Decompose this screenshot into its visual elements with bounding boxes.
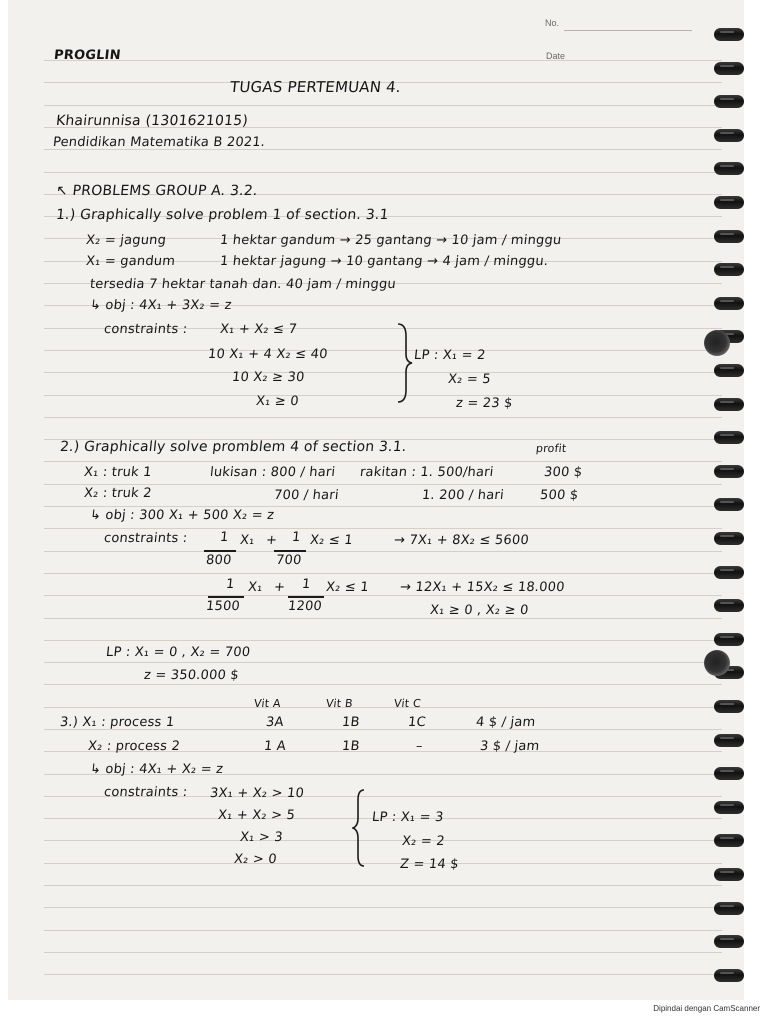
problem3-constraint-4: X₂ > 0 xyxy=(233,852,278,867)
problem3-constraints-label: constraints : xyxy=(103,785,189,800)
problem2-frac1-den: 800 xyxy=(205,553,233,568)
ruled-line xyxy=(44,395,722,396)
problem1-lp-z: z = 23 $ xyxy=(455,396,514,411)
problem1-constraints-label: constraints : xyxy=(103,322,189,337)
problem1-title: 1.) Graphically solve problem 1 of section. 3.1 xyxy=(55,207,390,223)
ruled-line xyxy=(44,840,722,841)
problem2-lukisan-1: lukisan : 800 / hari xyxy=(209,465,337,480)
problem3-row2-vit-a: 1 A xyxy=(263,739,287,754)
ruled-line xyxy=(44,907,722,908)
problem3-row2-vit-b: 1B xyxy=(341,739,361,754)
page-title: TUGAS PERTEMUAN 4. xyxy=(229,78,402,96)
problem2-rakitan-1: rakitan : 1. 500/hari xyxy=(359,465,495,480)
problem3-lp-x1: LP : X₁ = 3 xyxy=(371,810,445,825)
problem1-constraint-4: X₁ ≥ 0 xyxy=(255,394,300,409)
ruled-line xyxy=(44,172,722,173)
ruled-line xyxy=(44,595,722,596)
problem2-frac3-num: 1 xyxy=(225,577,236,592)
problem2-row2-result: → 12X₁ + 15X₂ ≤ 18.000 xyxy=(399,580,566,595)
ruled-line xyxy=(44,707,722,708)
problem2-frac1-bar xyxy=(204,550,236,552)
spiral-ring xyxy=(714,297,744,310)
ruled-line xyxy=(44,974,722,975)
spiral-ring xyxy=(714,465,744,478)
problem3-vit-b-header: Vit B xyxy=(325,697,354,710)
problem2-frac4-var: X₂ ≤ 1 xyxy=(325,580,370,595)
section-heading: ↖ PROBLEMS GROUP A. 3.2. xyxy=(55,183,259,199)
ruled-line xyxy=(44,484,722,485)
problem2-title: 2.) Graphically solve promblem 4 of section 3.1. xyxy=(59,439,408,455)
binding-hole xyxy=(704,330,730,356)
spiral-ring xyxy=(714,969,744,982)
problem1-desc-2: 1 hektar jagung → 10 gantang → 4 jam / minggu. xyxy=(219,254,549,269)
problem3-vit-c-header: Vit C xyxy=(393,697,422,710)
problem2-plus-2: + xyxy=(273,580,286,595)
spiral-ring xyxy=(714,801,744,814)
problem2-objective: ↳ obj : 300 X₁ + 500 X₂ = z xyxy=(89,508,275,523)
ruled-line xyxy=(44,105,722,106)
ruled-line xyxy=(44,528,722,529)
spiral-ring xyxy=(714,700,744,713)
spiral-ring xyxy=(714,129,744,142)
problem2-frac2-den: 700 xyxy=(275,553,303,568)
problem3-row2-vit-c: – xyxy=(415,739,424,754)
problem1-lp-x2: X₂ = 5 xyxy=(447,372,492,387)
problem2-frac2-var: X₂ ≤ 1 xyxy=(309,533,354,548)
spiral-ring xyxy=(714,599,744,612)
problem2-frac4-bar xyxy=(288,596,324,598)
problem1-lp-x1: LP : X₁ = 2 xyxy=(413,348,487,363)
spiral-ring xyxy=(714,28,744,41)
problem3-lp-x2: X₂ = 2 xyxy=(401,834,446,849)
problem1-desc-3: tersedia 7 hektar tanah dan. 40 jam / minggu xyxy=(89,277,397,292)
problem3-row1-vit-c: 1C xyxy=(407,715,427,730)
problem2-row1-result: → 7X₁ + 8X₂ ≤ 5600 xyxy=(393,533,530,548)
spiral-ring xyxy=(714,162,744,175)
scanner-watermark: Dipindai dengan CamScanner xyxy=(653,1004,760,1013)
problem2-frac3-den: 1500 xyxy=(205,599,241,614)
spiral-ring xyxy=(714,196,744,209)
ruled-line xyxy=(44,885,722,886)
spiral-ring xyxy=(714,902,744,915)
student-program: Pendidikan Matematika B 2021. xyxy=(52,135,266,150)
problem1-objective: ↳ obj : 4X₁ + 3X₂ = z xyxy=(89,298,233,313)
no-label: No. xyxy=(545,18,560,28)
problem2-x1-label: X₁ : truk 1 xyxy=(83,465,153,480)
problem1-constraint-2: 10 X₁ + 4 X₂ ≤ 40 xyxy=(207,347,329,362)
ruled-line xyxy=(44,684,722,685)
problem3-objective: ↳ obj : 4X₁ + X₂ = z xyxy=(89,762,224,777)
problem1-desc-1: 1 hektar gandum → 25 gantang → 10 jam / minggu xyxy=(219,233,563,248)
ruled-line xyxy=(44,372,722,373)
spiral-ring xyxy=(714,398,744,411)
ruled-line xyxy=(44,662,722,663)
problem2-frac3-bar xyxy=(208,596,244,598)
problem2-frac4-den: 1200 xyxy=(287,599,323,614)
problem2-profit-1: 300 $ xyxy=(543,465,584,480)
problem3-constraint-1: 3X₁ + X₂ > 10 xyxy=(209,786,305,801)
problem2-lp: LP : X₁ = 0 , X₂ = 700 xyxy=(105,645,251,660)
ruled-line xyxy=(44,461,722,462)
problem3-constraint-3: X₁ > 3 xyxy=(239,830,284,845)
course-name: PROGLIN xyxy=(53,48,122,63)
spiral-ring xyxy=(714,263,744,276)
spiral-ring xyxy=(714,95,744,108)
no-line xyxy=(564,30,692,31)
notebook-page xyxy=(8,0,744,1000)
spiral-ring xyxy=(714,767,744,780)
spiral-ring xyxy=(714,230,744,243)
date-label: Date xyxy=(546,51,566,61)
problem2-profit-label: profit xyxy=(535,442,568,455)
problem1-var-x2: X₂ = jagung xyxy=(85,233,167,248)
ruled-line xyxy=(44,551,722,552)
problem2-frac4-num: 1 xyxy=(301,577,312,592)
problem3-row1-vit-b: 1B xyxy=(341,715,361,730)
problem3-row1-label: 3.) X₁ : process 1 xyxy=(59,715,176,730)
problem3-row1-price: 4 $ / jam xyxy=(475,715,537,730)
spiral-ring xyxy=(714,566,744,579)
binding-hole xyxy=(704,650,730,676)
problem1-constraint-1: X₁ + X₂ ≤ 7 xyxy=(219,322,298,337)
problem3-row2-price: 3 $ / jam xyxy=(479,739,541,754)
spiral-ring xyxy=(714,532,744,545)
ruled-line xyxy=(44,930,722,931)
problem3-vit-a-header: Vit A xyxy=(253,697,282,710)
problem1-brace xyxy=(394,322,414,404)
problem1-var-x1: X₁ = gandum xyxy=(85,254,176,269)
problem3-brace xyxy=(352,788,372,868)
problem3-lp-z: Z = 14 $ xyxy=(399,857,460,872)
ruled-line xyxy=(44,573,722,574)
ruled-line xyxy=(44,60,722,61)
ruled-line xyxy=(44,640,722,641)
spiral-ring xyxy=(714,734,744,747)
ruled-line xyxy=(44,952,722,953)
problem2-constraints-label: constraints : xyxy=(103,531,189,546)
spiral-ring xyxy=(714,498,744,511)
problem2-profit-2: 500 $ xyxy=(539,488,580,503)
ruled-line xyxy=(44,863,722,864)
problem3-constraint-2: X₁ + X₂ > 5 xyxy=(217,808,296,823)
problem2-frac2-num: 1 xyxy=(291,530,302,545)
problem2-frac3-var: X₁ xyxy=(247,580,264,595)
ruled-line xyxy=(44,350,722,351)
problem2-lukisan-2: 700 / hari xyxy=(273,488,340,503)
spiral-ring xyxy=(714,62,744,75)
student-name: Khairunnisa (1301621015) xyxy=(55,113,249,129)
spiral-ring xyxy=(714,834,744,847)
problem2-frac2-bar xyxy=(274,550,306,552)
problem1-constraint-3: 10 X₂ ≥ 30 xyxy=(231,370,306,385)
spiral-ring xyxy=(714,364,744,377)
ruled-line xyxy=(44,506,722,507)
problem3-row2-label: X₂ : process 2 xyxy=(87,739,181,754)
ruled-line xyxy=(44,618,722,619)
spiral-ring xyxy=(714,868,744,881)
spiral-ring xyxy=(714,431,744,444)
problem2-plus-1: + xyxy=(265,533,278,548)
ruled-line xyxy=(44,417,722,418)
problem2-rakitan-2: 1. 200 / hari xyxy=(421,488,505,503)
problem3-row1-vit-a: 3A xyxy=(265,715,285,730)
problem2-frac1-num: 1 xyxy=(219,530,230,545)
spiral-ring xyxy=(714,633,744,646)
spiral-ring xyxy=(714,935,744,948)
problem2-z: z = 350.000 $ xyxy=(143,668,240,683)
problem2-nonnegativity: X₁ ≥ 0 , X₂ ≥ 0 xyxy=(429,603,530,618)
problem2-x2-label: X₂ : truk 2 xyxy=(83,486,153,501)
problem2-frac1-var: X₁ xyxy=(239,533,256,548)
